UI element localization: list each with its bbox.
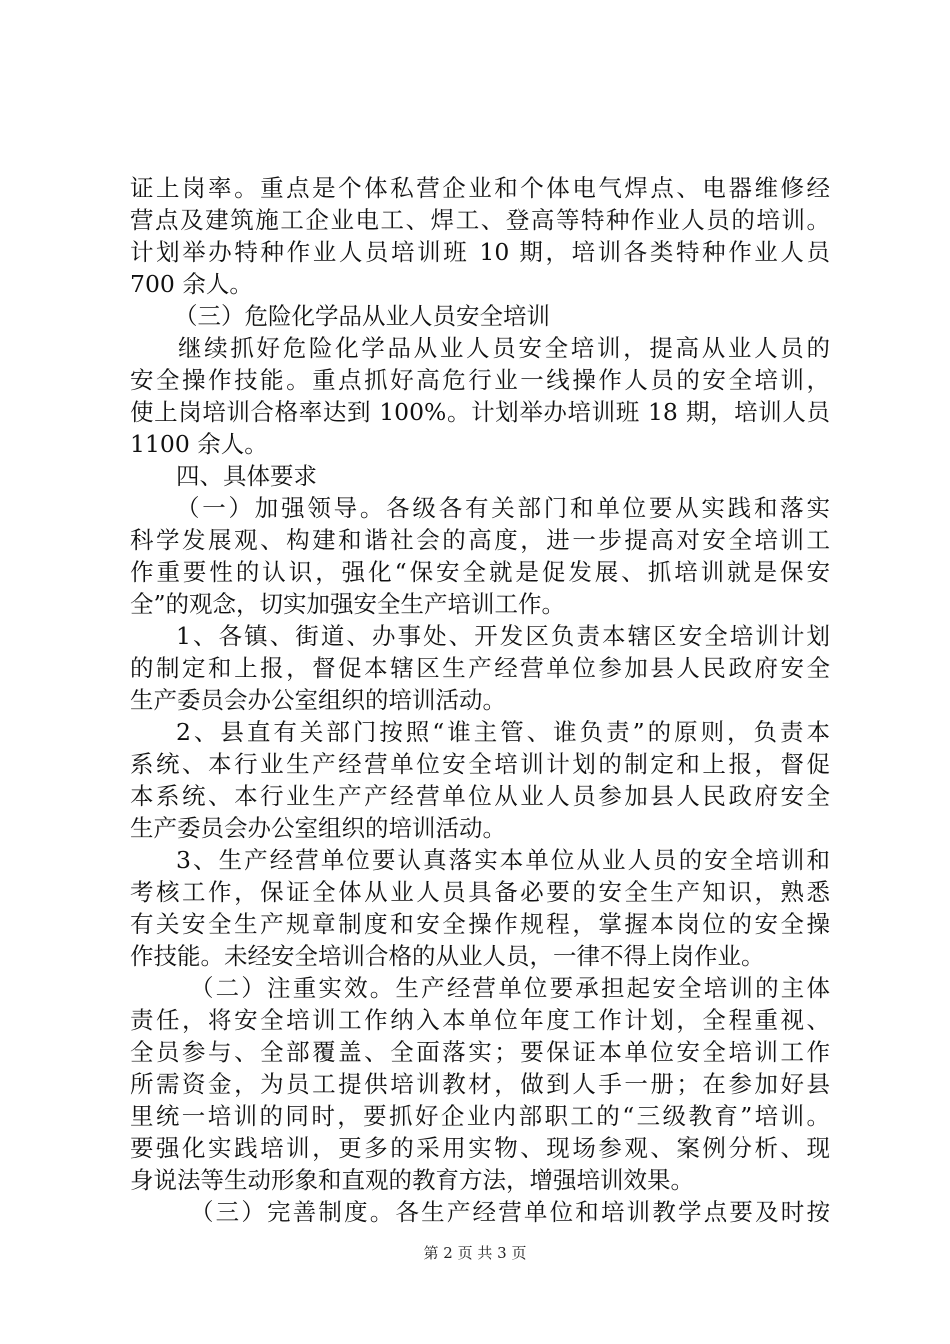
text-line: 安全操作技能。重点抓好高危行业一线操作人员的安全培训， xyxy=(130,366,830,394)
text-line: 1、各镇、街道、办事处、开发区负责本辖区安全培训计划 xyxy=(176,622,830,650)
text-line: 所需资金，为员工提供培训教材，做到人手一册；在参加好县 xyxy=(130,1070,830,1098)
text-line: 700 余人。 xyxy=(130,270,253,298)
text-line: 责任，将安全培训工作纳入本单位年度工作计划，全程重视、 xyxy=(130,1006,830,1034)
text-line: 证上岗率。重点是个体私营企业和个体电气焊点、电器维修经 xyxy=(130,174,830,202)
text-line: （三）完善制度。各生产经营单位和培训教学点要及时按 xyxy=(190,1198,830,1226)
text-line: 生产委员会办公室组织的培训活动。 xyxy=(130,814,506,842)
text-line: 1100 余人。 xyxy=(130,430,268,458)
text-line: 继续抓好危险化学品从业人员安全培训，提高从业人员的 xyxy=(178,334,830,362)
text-line: （三）危险化学品从业人员安全培训 xyxy=(174,302,550,330)
text-line: 2、县直有关部门按照“谁主管、谁负责”的原则，负责本 xyxy=(176,718,830,746)
text-line: 科学发展观、构建和谐社会的高度，进一步提高对安全培训工 xyxy=(130,526,830,554)
text-line: 作技能。未经安全培训合格的从业人员，一律不得上岗作业。 xyxy=(130,942,765,970)
text-line: （一）加强领导。各级各有关部门和单位要从实践和落实 xyxy=(176,494,830,522)
text-line: 本系统、本行业生产产经营单位从业人员参加县人民政府安全 xyxy=(130,782,830,810)
text-line: 四、具体要求 xyxy=(176,462,317,490)
text-line: 计划举办特种作业人员培训班 10 期，培训各类特种作业人员 xyxy=(130,238,830,266)
document-body xyxy=(130,172,830,1228)
text-line: 有关安全生产规章制度和安全操作规程，掌握本岗位的安全操 xyxy=(130,910,830,938)
text-line: 的制定和上报，督促本辖区生产经营单位参加县人民政府安全 xyxy=(130,654,830,682)
text-line: 生产委员会办公室组织的培训活动。 xyxy=(130,686,506,714)
text-line: 3、生产经营单位要认真落实本单位从业人员的安全培训和 xyxy=(176,846,830,874)
text-line: 作重要性的认识，强化“保安全就是促发展、抓培训就是保安 xyxy=(130,558,830,586)
text-line: 使上岗培训合格率达到 100%。计划举办培训班 18 期，培训人员 xyxy=(130,398,830,426)
text-line: 系统、本行业生产经营单位安全培训计划的制定和上报，督促 xyxy=(130,750,830,778)
text-line: 全”的观念，切实加强安全生产培训工作。 xyxy=(130,590,566,618)
text-line: 营点及建筑施工企业电工、焊工、登高等特种作业人员的培训。 xyxy=(130,206,830,234)
text-line: 要强化实践培训，更多的采用实物、现场参观、案例分析、现 xyxy=(130,1134,830,1162)
text-line: 全员参与、全部覆盖、全面落实；要保证本单位安全培训工作 xyxy=(130,1038,830,1066)
page-footer: 第 2 页 共 3 页 xyxy=(423,1244,527,1262)
text-line: 里统一培训的同时，要抓好企业内部职工的“三级教育”培训。 xyxy=(130,1102,830,1130)
text-line: 身说法等生动形象和直观的教育方法，增强培训效果。 xyxy=(130,1166,694,1194)
text-line: 考核工作，保证全体从业人员具备必要的安全生产知识，熟悉 xyxy=(130,878,830,906)
text-line: （二）注重实效。生产经营单位要承担起安全培训的主体 xyxy=(190,974,830,1002)
